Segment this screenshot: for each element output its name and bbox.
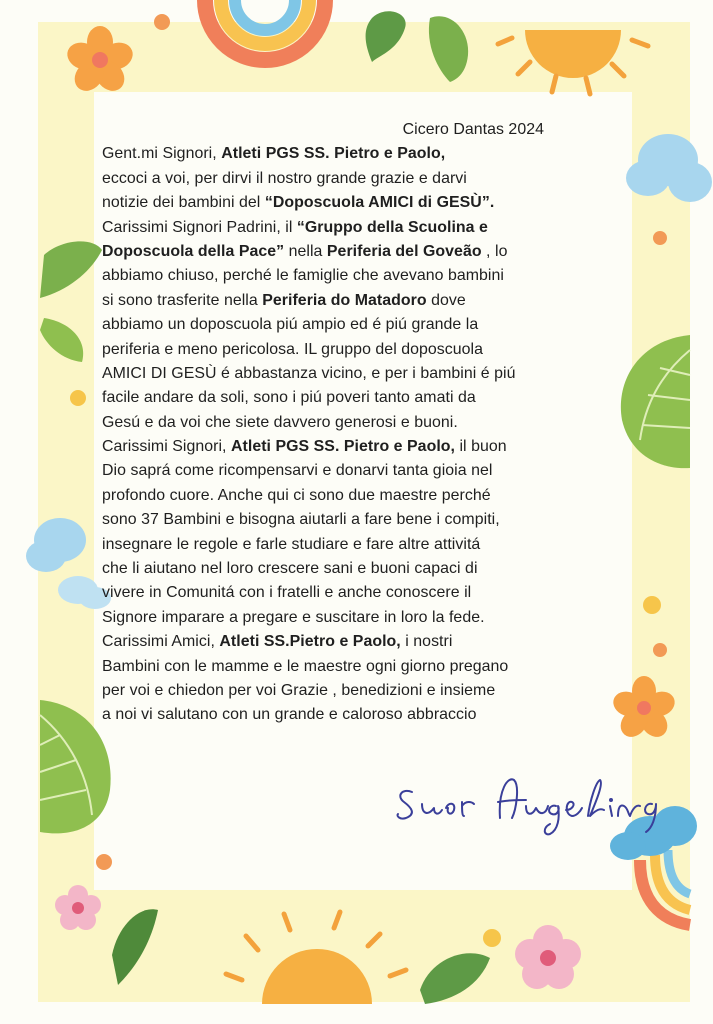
letter-line: [102, 508, 622, 532]
body-text: il buon: [455, 438, 507, 456]
body-text: Dio saprá come ricompensarvi e donarvi tanta gioia nel: [102, 462, 493, 480]
letter-line: [102, 411, 622, 435]
letter-line: [102, 679, 622, 703]
letter-line: [102, 142, 622, 166]
body-text: profondo cuore. Anche qui ci sono due maestre perché: [102, 486, 491, 504]
signature: [390, 770, 680, 840]
emphasis-text: “Doposcuola AMICI di GESÙ”.: [264, 194, 495, 212]
body-text: , lo: [481, 242, 508, 260]
letter-line: [102, 313, 622, 337]
dot-icon: [483, 929, 501, 947]
emphasis-text: “Gruppo della Scuolina e: [296, 218, 488, 236]
emphasis-text: Periferia del Goveão: [326, 242, 482, 260]
letter-line: [102, 581, 622, 605]
letter-line: [102, 435, 622, 459]
emphasis-text: Atleti PGS SS. Pietro e Paolo,: [221, 145, 446, 163]
letter-line: [102, 338, 622, 362]
body-text: Carissimi Signori Padrini, il: [102, 218, 297, 236]
letter-line: [102, 459, 622, 483]
letter-line: [102, 216, 622, 240]
body-text: abbiamo chiuso, perché le famiglie che avevano bambini: [102, 267, 504, 285]
emphasis-text: Atleti PGS SS. Pietro e Paolo,: [230, 438, 456, 456]
body-text: notizie dei bambini del: [102, 194, 265, 212]
letter-line: [102, 655, 622, 679]
body-text: insegnare le regole e farle studiare e fare altre attivitá: [102, 535, 481, 553]
leaf-icon: [40, 700, 111, 833]
body-text: a noi vi salutano con un grande e caloroso abbraccio: [102, 706, 477, 724]
body-text: che li aiutano nel loro crescere sani e buoni capaci di: [102, 560, 478, 578]
letter-line: [102, 533, 622, 557]
letter-lines: [102, 142, 622, 727]
body-text: Signore imparare a pregare e suscitare in loro la fede.: [102, 608, 485, 626]
letter-line: [102, 557, 622, 581]
letter-line: [102, 264, 622, 288]
dot-icon: [653, 643, 667, 657]
dot-icon: [653, 231, 667, 245]
body-text: si sono trasferite nella: [102, 291, 263, 309]
body-text: Carissimi Amici,: [102, 633, 220, 651]
letter-line: [102, 191, 622, 215]
letter-body: [102, 118, 622, 728]
dot-icon: [96, 854, 112, 870]
body-text: sono 37 Bambini e bisogna aiutarli a fare bene i compiti,: [102, 511, 500, 529]
letter-line: [102, 606, 622, 630]
body-text: Bambini con le mamme e le maestre ogni giorno pregano: [102, 657, 509, 675]
body-text: periferia e meno pericolosa. IL gruppo del doposcuola: [102, 340, 484, 358]
body-text: Gent.mi Signori,: [102, 145, 222, 163]
place-date: Cicero Dantas 2024: [402, 121, 544, 138]
letter-line: [102, 386, 622, 410]
body-text: Gesú e da voi che siete davvero generosi e buoni.: [102, 413, 458, 431]
body-text: Carissimi Signori,: [102, 438, 231, 456]
letter-line: [102, 289, 622, 313]
letter-line: [102, 240, 622, 264]
emphasis-text: Doposcuola della Pace”: [102, 242, 285, 260]
body-text: i nostri: [400, 633, 453, 651]
letter-line: [102, 630, 622, 654]
body-text: per voi e chiedon per voi Grazie , benedizioni e insieme: [102, 681, 496, 699]
body-text: dove: [426, 291, 466, 309]
letter-line: [102, 362, 622, 386]
body-text: AMICI DI GESÙ é abbastanza vicino, e per i bambini é piú: [102, 364, 516, 382]
dot-icon: [70, 390, 86, 406]
letter-line: [102, 484, 622, 508]
body-text: nella: [284, 242, 327, 260]
letter-line: [102, 703, 622, 727]
letter-line: [102, 167, 622, 191]
dot-icon: [154, 14, 170, 30]
body-text: abbiamo un doposcuola piú ampio ed é piú grande la: [102, 316, 479, 334]
body-text: eccoci a voi, per dirvi il nostro grande grazie e darvi: [102, 169, 467, 187]
body-text: vivere in Comunitá con i fratelli e anche conoscere il: [102, 584, 472, 602]
emphasis-text: Periferia do Matadoro: [262, 291, 427, 309]
leaf-icon: [621, 335, 690, 468]
body-text: facile andare da soli, sono i piú poveri tanto amati da: [102, 389, 476, 407]
emphasis-text: Atleti SS.Pietro e Paolo,: [219, 633, 401, 651]
dot-icon: [643, 596, 661, 614]
